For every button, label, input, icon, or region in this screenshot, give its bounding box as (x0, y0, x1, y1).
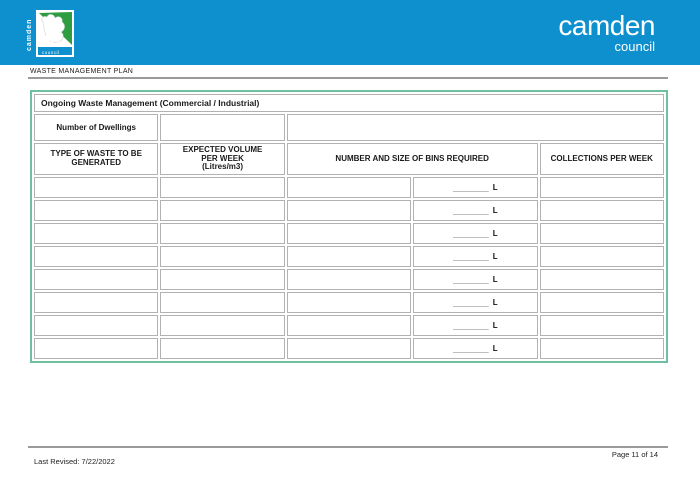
table-row (34, 200, 664, 221)
col-header-bins-required: NUMBER AND SIZE OF BINS REQUIRED (287, 143, 538, 175)
cell-bin-size (413, 269, 537, 290)
table-row (34, 269, 664, 290)
dwellings-row-spacer (287, 114, 664, 141)
cell-collections (540, 200, 664, 221)
cell-waste-type (34, 269, 158, 290)
cell-collections (540, 269, 664, 290)
header-divider-line (28, 77, 668, 79)
brand-name: camden (558, 10, 655, 41)
waste-management-table (30, 90, 668, 363)
col-header-collections: COLLECTIONS PER WEEK (540, 143, 664, 175)
cell-waste-type (34, 315, 158, 336)
cell-bin-count (287, 200, 411, 221)
table-row (34, 177, 664, 198)
litres-unit: L (492, 205, 498, 215)
cell-collections (540, 246, 664, 267)
platypus-icon (38, 12, 72, 55)
cell-collections (540, 338, 664, 359)
cell-bin-size (413, 177, 537, 198)
cell-waste-type (34, 338, 158, 359)
header-banner (0, 0, 700, 65)
cell-bin-size (413, 246, 537, 267)
cell-waste-type (34, 246, 158, 267)
litres-unit: L (492, 320, 498, 330)
blank-line: ________ (453, 297, 489, 307)
cell-volume (160, 177, 284, 198)
logo-vertical-text: camden (26, 18, 33, 52)
dwellings-label: Number of Dwellings (34, 114, 158, 141)
blank-line: ________ (453, 343, 489, 353)
litres-unit: L (492, 182, 498, 192)
col-header-expected-volume (160, 143, 284, 175)
brand-wordmark (558, 12, 655, 53)
last-revised-label: Last Revised: 7/22/2022 (34, 457, 115, 466)
cell-bin-count (287, 223, 411, 244)
cell-bin-count (287, 269, 411, 290)
litres-unit: L (492, 274, 498, 284)
cell-waste-type (34, 223, 158, 244)
footer-divider-line (28, 446, 668, 448)
table-row (34, 338, 664, 359)
litres-unit: L (492, 343, 498, 353)
cell-volume (160, 200, 284, 221)
litres-unit: L (492, 297, 498, 307)
cell-volume (160, 269, 284, 290)
cell-bin-count (287, 338, 411, 359)
cell-collections (540, 315, 664, 336)
cell-volume (160, 246, 284, 267)
blank-line: ________ (453, 274, 489, 284)
cell-bin-size (413, 223, 537, 244)
table-row (34, 292, 664, 313)
cell-bin-size (413, 338, 537, 359)
cell-bin-count (287, 315, 411, 336)
platypus-logo-box (36, 10, 74, 57)
blank-line: ________ (453, 320, 489, 330)
cell-bin-count (287, 177, 411, 198)
cell-bin-size (413, 315, 537, 336)
table-row (34, 315, 664, 336)
logo-bottom-text: council (42, 50, 60, 55)
cell-bin-count (287, 292, 411, 313)
column-header-row (34, 143, 664, 175)
brand-subtitle: council (614, 39, 655, 54)
table-title: Ongoing Waste Management (Commercial / Industrial) (34, 94, 664, 112)
cell-waste-type (34, 292, 158, 313)
cell-collections (540, 292, 664, 313)
cell-volume (160, 315, 284, 336)
cell-volume (160, 292, 284, 313)
cell-volume (160, 223, 284, 244)
blank-line: ________ (453, 251, 489, 261)
col-header-waste-type: TYPE OF WASTE TO BE GENERATED (34, 143, 158, 175)
dwellings-row (34, 114, 664, 141)
table-title-row (34, 94, 664, 112)
litres-unit: L (492, 228, 498, 238)
cell-bin-count (287, 246, 411, 267)
blank-line: ________ (453, 228, 489, 238)
table-row (34, 223, 664, 244)
cell-bin-size (413, 292, 537, 313)
dwellings-value-cell (160, 114, 284, 141)
cell-waste-type (34, 200, 158, 221)
table-row (34, 246, 664, 267)
blank-line: ________ (453, 205, 489, 215)
cell-collections (540, 177, 664, 198)
volume-header-line1: EXPECTED VOLUME (182, 145, 263, 154)
camden-council-logo (26, 8, 78, 60)
litres-unit: L (492, 251, 498, 261)
cell-waste-type (34, 177, 158, 198)
blank-line: ________ (453, 182, 489, 192)
volume-header-line3: (Litres/m3) (202, 162, 244, 171)
document-title: WASTE MANAGEMENT PLAN (30, 68, 134, 75)
cell-volume (160, 338, 284, 359)
page-number: Page 11 of 14 (611, 450, 658, 459)
cell-bin-size (413, 200, 537, 221)
cell-collections (540, 223, 664, 244)
volume-header-line2: PER WEEK (201, 153, 244, 163)
